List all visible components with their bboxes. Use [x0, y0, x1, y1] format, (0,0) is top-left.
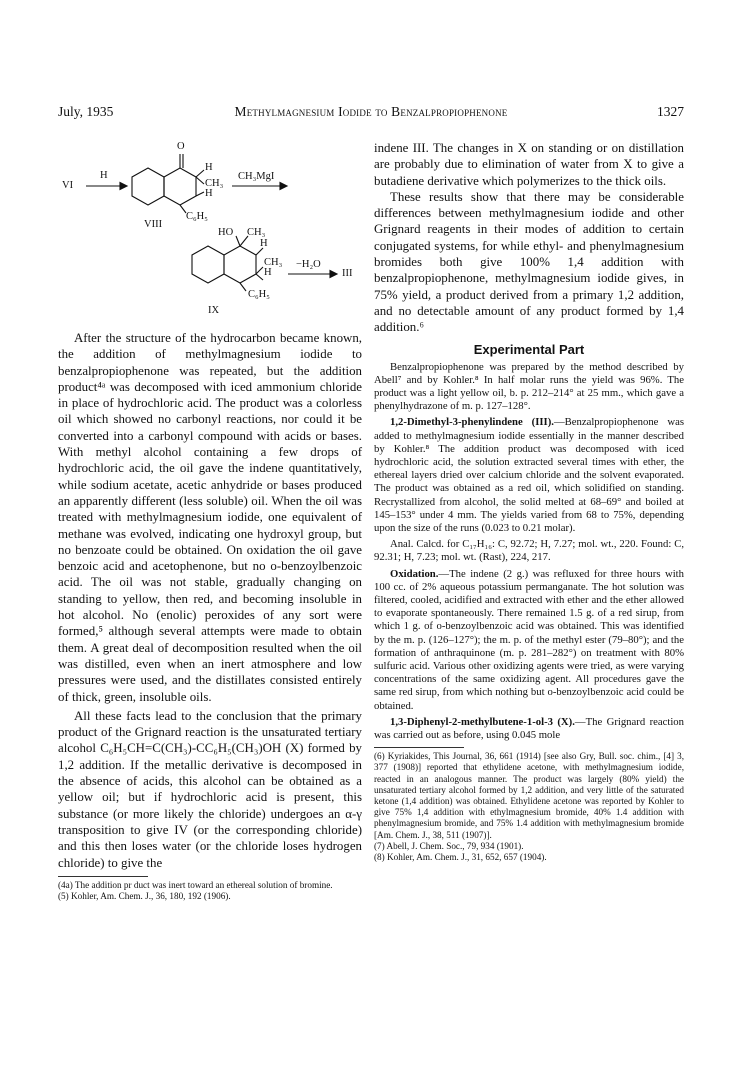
footnote-rule-right	[374, 747, 464, 748]
left-column	[58, 140, 362, 902]
footnote-5: (5) Kohler, Am. Chem. J., 36, 180, 192 (1906).	[58, 891, 231, 901]
label-viii: VIII	[144, 219, 163, 230]
left-paragraph-1: After the structure of the hydrocarbon became known, the addition of methylmagnesium iodide to benzalpropiophenone was repeated, but the addition product⁴ᵃ was decomposed with iced ammonium chloride in place of hydrochloric acid. The product was a colorless oil which showed no carbonyl reactions, nor could it be converted into a carbonyl compound with acids or bases. With methyl alcohol containing a few drops of hydrochloric acid, the oil gave the indene quantitatively, while sodium acetate, acetic anhydride or bases produced an apparently different (less soluble) oil. When the oil was treated with methylmagnesium iodide, one equivalent of methane was evolved, indicating one hydroxyl group, but no benzoate could be obtained. On oxidation the oil gave benzoic acid and acetophenone, but no o-benzoylbenzoic acid. The oil was not stable, gradually changing on standing to yellow, then red, and becoming insoluble in hot alcohol. No (enolic) peroxides of any sort were formed,⁵ although several attempts were made to obtain them. A great deal of decomposition resulted when the oil was distilled, even when an inert atmosphere and low pressures were used, and the distillates consisted entirely of thick, green, insoluble oils.	[58, 331, 362, 704]
experimental-paragraph-1: Benzalpropiophenone was prepared by the method described by Abell⁷ and by Kohler.⁸ In half molar runs the yield was 96%. The product was a light yellow oil, b. p. 212–214° at 25 mm., which gave a phenylhydrazone of m. p. 127–128°.	[374, 360, 684, 413]
footnote-4a: (4a) The addition pr duct was inert toward an ethereal solution of bromine.	[58, 879, 333, 890]
right-paragraph-1: indene III. The changes in X on standing or on distillation are probably due to elimination of water from X to give a butadiene derivative which polymerizes to the thick oils.	[374, 141, 684, 188]
oxidation-title: Oxidation.	[390, 567, 439, 580]
header-title: Methylmagnesium Iodide to Benzalpropiophenone	[234, 104, 508, 119]
footnote-7: (7) Abell, J. Chem. Soc., 79, 934 (1901).	[374, 840, 524, 851]
label-ho: HO	[218, 227, 234, 238]
label-h-top: H	[205, 162, 213, 173]
section-heading-experimental: Experimental Part	[473, 341, 585, 357]
label-ch3-a: CH₃	[205, 178, 224, 189]
label-c6h5-b: C₆H₅	[248, 289, 270, 300]
oxidation-paragraph	[374, 568, 684, 713]
compound-title-x: 1,3-Diphenyl-2-methylbutene-1-ol-3 (X).	[390, 715, 575, 728]
compound-title-iii: 1,2-Dimethyl-3-phenylindene (III).	[390, 416, 554, 429]
page-number: 1327	[657, 104, 684, 119]
footnote-6: (6) Kyriakides, This Journal, 36, 661 (1914) [see also Gry, Bull. soc. chim., [4] 3, 377 (1908)] reported that ethylidene acetone, with methylmagnesium iodide, reacted in an analogous manner. The product was largely (80% yield) the unsaturated tertiary alcohol formed by 1,2 addition, and very little of the saturated ketone (1,4 addition) was obtained. Ethylidene acetone was reported by Kohler to give 75% 1,4 addition with ethylmagnesium bromide, 40% 1.4 addition with phenylmagnesium bromide, and 75% 1.4 addition with methylmagnesium bromide [Am. Chem. J., 38, 511 (1907)].	[374, 751, 684, 840]
left-paragraph-2: All these facts lead to the conclusion that the primary product of the Grignard reaction is the unsaturated tertiary alcohol C₆H₅CH=C(CH₃)-CC₆H₅(CH₃)OH (X) formed by 1,2 addition. If the metallic derivative is decomposed in the absence of acids, this alcohol can be obtained as a yellow oil; but if hydrochloric acid is present, this substance (or more likely the chloride) undergoes an α-γ transposition to give IV (or the corresponding chloride) and this then loses water (or the chloride loses hydrogen chloride) to give the	[58, 708, 362, 870]
label-c6h5-a: C₆H₅	[186, 211, 208, 222]
reaction-scheme	[58, 140, 362, 330]
ix-second-ring	[224, 246, 256, 283]
label-vi: VI	[62, 180, 74, 191]
label-h-mid: H	[205, 188, 213, 199]
label-iii: III	[342, 268, 353, 279]
viii-second-ring	[164, 168, 196, 205]
label-h-arrow: H	[100, 170, 108, 181]
label-ix: IX	[208, 305, 220, 316]
running-header	[58, 104, 684, 122]
label-ch3-c: CH₃	[264, 257, 283, 268]
footnote-8: (8) Kohler, Am. Chem. J., 31, 652, 657 (1904).	[374, 852, 547, 863]
label-h-b: H	[260, 238, 268, 249]
right-column	[374, 140, 684, 863]
viii-benzene-ring	[132, 168, 164, 205]
label-ch3-b: CH₃	[247, 227, 266, 238]
right-paragraph-2: These results show that there may be considerable differences between methylmagnesium iodide and other Grignard reagents in their modes of addition to certain conjugated systems, for while ethyl- and phenylmagnesium bromides both give 100% 1,4 addition with benzalpropiophenone, methylmagnesium iodide gives, in 75% yield, a product derived from a primary 1,2 addition, and no detectable amount of any product formed by 1,4 addition.⁶	[374, 189, 684, 335]
header-date: July, 1935	[58, 104, 114, 119]
oxidation-paragraph-text: —The indene (2 g.) was refluxed for three hours with 100 cc. of 2% aqueous potassium permanganate. The hot solution was filtered, cooled, acidified and extracted with ether and the ether allowed to evaporate spontaneously. There remained 1.5 g. of a red sirup, from which 1 g. of o-benzoylbenzoic acid was obtained. This was identified by the m. p. (126–127°); the m. p. of the methyl ester (79–80°); and the formation of anthraquinone (m. p. 281–282°) on treatment with 80% sulfuric acid. Various other oxidizing agents were tried, as were varying concentrations of the same oxidizing agent. All procedures gave the same red sirup, from which nothing but o-benzoylbenzoic acid could be obtained.	[374, 567, 684, 712]
compound-x-paragraph-text: —The Grignard reaction was carried out as before, using 0.045 mole	[374, 715, 684, 742]
ix-benzene-ring	[192, 246, 224, 283]
label-minus-h2o: −H₂O	[296, 259, 321, 270]
label-o: O	[177, 141, 185, 152]
label-h-c: H	[264, 267, 272, 278]
footnote-rule-left	[58, 876, 148, 877]
analysis-paragraph: Anal. Calcd. for C₁₇H₁₆: C, 92.72; H, 7.27; mol. wt., 220. Found: C, 92.31; H, 7.23; mol. wt. (Rast), 224, 217.	[374, 538, 684, 564]
compound-x-paragraph	[374, 716, 684, 742]
experimental-paragraph-2	[374, 416, 684, 535]
label-reagent: CH₃MgI	[238, 171, 275, 182]
experimental-paragraph-2-text: —Benzalpropiophenone was added to methylmagnesium iodide essentially in the manner described by Kohler.⁸ The addition product was decomposed with iced hydrochloric acid, the solution extracted several times with ether, the ethereal layers dried over calcium chloride and the solvent evaporated. The product was obtained as a red oil, which solidified on standing. Recrystallized from alcohol, the solid melted at 68–69° and boiled at 145–153° under 4 mm. The yields varied from 68 to 75%, depending upon the size of the runs (0.023 to 0.21 molar).	[374, 416, 684, 534]
